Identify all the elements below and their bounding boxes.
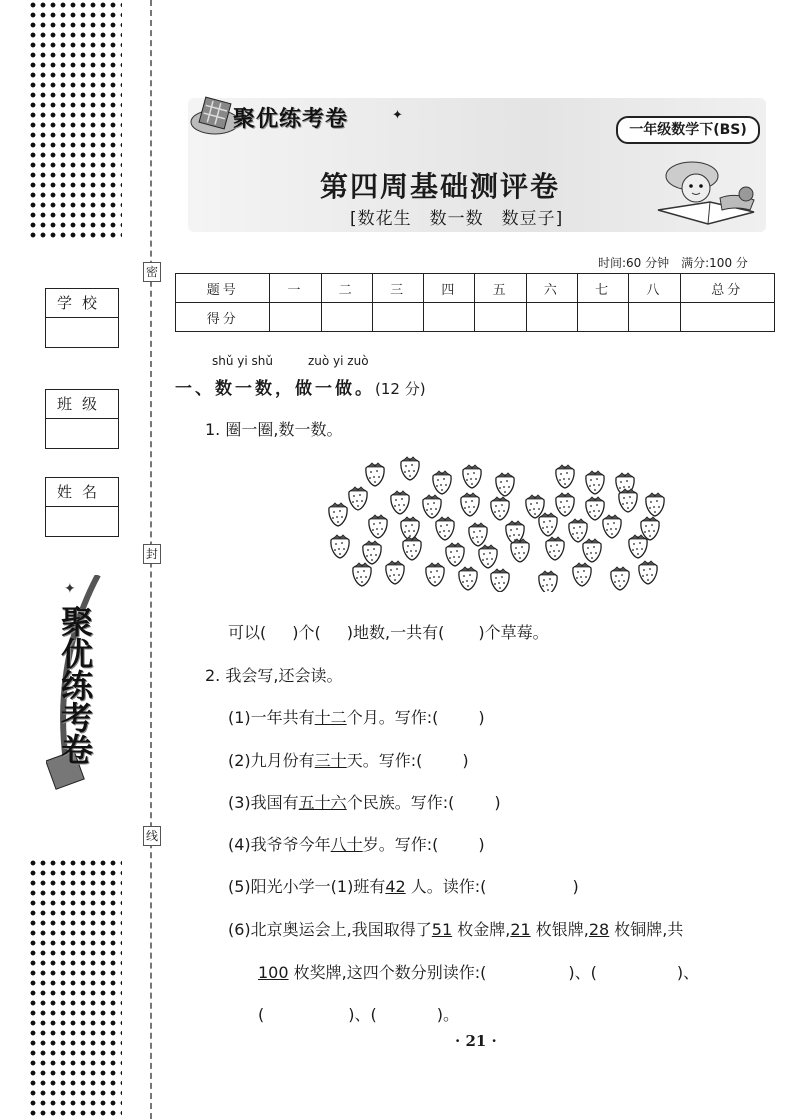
score-header-cell: 八 [629, 274, 680, 303]
score-cell[interactable] [424, 303, 475, 332]
score-cell[interactable] [578, 303, 629, 332]
side-logo [46, 575, 106, 790]
name-label: 姓名 [46, 478, 118, 507]
q2-item-underlined: 八十 [330, 835, 363, 854]
score-cell[interactable] [475, 303, 526, 332]
school-field[interactable] [45, 288, 119, 348]
grade-badge: 一年级数学下(BS) [616, 116, 760, 144]
score-header-cell: 总分 [680, 274, 774, 303]
section-1-points: (12 分) [375, 380, 426, 398]
strawberry-icon [491, 569, 509, 592]
strawberry-icon [433, 471, 451, 494]
q2-item6-text: 枚铜牌,共 [609, 920, 684, 939]
strawberry-icon [629, 535, 647, 558]
strawberry-icon [423, 495, 441, 518]
strawberry-icon [539, 513, 557, 536]
strawberry-icon [461, 493, 479, 516]
dot-pattern-bottom [28, 858, 122, 1119]
section-1-title-text: 一、数一数，做一做。 [175, 379, 375, 399]
score-table [175, 273, 775, 332]
q2-item-text: 天。写作:( [346, 751, 423, 770]
q1-answer-part: 可以( [228, 623, 267, 642]
q2-item-5 [228, 874, 579, 897]
pinyin-zuo-yi-zuo: zuò yi zuò [308, 354, 369, 368]
score-cell[interactable] [321, 303, 372, 332]
q2-item-text: (3)我国有 [228, 793, 299, 812]
strawberry-icon [639, 561, 657, 584]
strawberry-icon [479, 545, 497, 568]
q2-item-1 [228, 705, 485, 728]
q2-item-underlined: 五十六 [298, 793, 347, 812]
q2-item-6-line-2 [258, 960, 699, 983]
strawberry-icon [469, 523, 487, 546]
strawberry-group [320, 452, 665, 592]
q2-item6-text: 枚奖牌,这四个数分别读作:( [288, 963, 487, 982]
strawberry-icon [386, 561, 404, 584]
question-2-label: 2. 我会写,还会读。 [205, 666, 343, 685]
q2-item-underlined: 42 [385, 877, 406, 896]
strawberry-icon [611, 567, 629, 590]
page-number: · 21 · [455, 1032, 497, 1050]
score-header-cell: 六 [526, 274, 577, 303]
q2-item-text: (4)我爷爷今年 [228, 835, 331, 854]
score-cell[interactable] [680, 303, 774, 332]
strawberry-icon [391, 491, 409, 514]
strawberry-icon [463, 465, 481, 488]
strawberry-icon [491, 497, 509, 520]
strawberry-icon [573, 563, 591, 586]
score-header-cell: 七 [578, 274, 629, 303]
side-logo-text: 聚优练考卷 [56, 605, 94, 765]
strawberry-icon [369, 515, 387, 538]
strawberry-icon [366, 463, 384, 486]
strawberry-icon [496, 473, 514, 496]
q2-item6-text: 枚银牌, [530, 920, 589, 939]
strawberry-icon [401, 517, 419, 540]
header-logo-text: 聚优练考卷 [233, 107, 349, 132]
q2-item-text: ) [572, 877, 579, 896]
q2-item-underlined: 三十 [314, 751, 347, 770]
q2-item-text: (5)阳光小学一(1)班有 [228, 877, 386, 896]
strawberry-icon [619, 489, 637, 512]
q2-item-text: 个民族。写作:( [346, 793, 455, 812]
binding-char-mi: 密 [143, 262, 161, 282]
strawberry-icon [511, 539, 529, 562]
q2-item-text: ) [478, 708, 485, 727]
question-1-answer [228, 620, 549, 643]
score-header-cell: 五 [475, 274, 526, 303]
q2-item-underlined: 十二 [314, 708, 347, 727]
q2-item-text: ) [478, 835, 485, 854]
score-row-label: 得分 [176, 303, 270, 332]
q2-item-text: (1)一年共有 [228, 708, 315, 727]
q2-item-text: (2)九月份有 [228, 751, 315, 770]
name-field[interactable] [45, 477, 119, 537]
strawberry-icon [349, 487, 367, 510]
strawberry-icon [646, 493, 664, 516]
strawberry-icon [329, 503, 347, 526]
score-cell[interactable] [526, 303, 577, 332]
q2-item6-text: 枚金牌, [452, 920, 511, 939]
strawberry-icon [569, 519, 587, 542]
class-label: 班级 [46, 390, 118, 419]
q2-item6-number: 100 [258, 963, 289, 982]
score-header-cell: 四 [424, 274, 475, 303]
dot-pattern-top [28, 0, 122, 238]
q2-item-6-line-3 [258, 1002, 459, 1025]
strawberry-icon [539, 571, 557, 592]
q2-item6-text: (6)北京奥运会上,我国取得了 [228, 920, 432, 939]
score-table-header-row [176, 274, 775, 303]
q2-item-text: ) [462, 751, 469, 770]
score-table-score-row [176, 303, 775, 332]
q2-item6-text: ( [258, 1005, 265, 1024]
binding-char-xian: 线 [143, 826, 161, 846]
strawberry-icon [556, 465, 574, 488]
q1-answer-part: )个( [292, 623, 321, 642]
page-subtitle: [数花生 数一数 数豆子] [350, 209, 564, 229]
class-field[interactable] [45, 389, 119, 449]
strawberry-icon [546, 537, 564, 560]
q1-answer-part: )个草莓。 [478, 623, 549, 642]
page-title: 第四周基础测评卷 [320, 170, 561, 203]
q2-item-text: 人。读作:( [405, 877, 487, 896]
sparkle-icon: ✦ [392, 108, 403, 123]
score-cell[interactable] [629, 303, 680, 332]
strawberry-icon [363, 541, 381, 564]
q2-item-2 [228, 748, 469, 771]
q2-item-text: 个月。写作:( [346, 708, 439, 727]
q2-item-text: 岁。写作:( [362, 835, 439, 854]
score-cell[interactable] [270, 303, 321, 332]
q2-item-4 [228, 832, 485, 855]
school-label: 学校 [46, 289, 118, 318]
strawberry-icon [403, 537, 421, 560]
pinyin-shu-yi-shu: shǔ yi shǔ [212, 354, 273, 368]
strawberry-icon [641, 517, 659, 540]
strawberry-icon [556, 493, 574, 516]
q2-item6-text: )、( [348, 1005, 377, 1024]
score-header-cell: 二 [321, 274, 372, 303]
strawberry-icon [583, 539, 601, 562]
strawberry-icon [436, 517, 454, 540]
strawberry-icon [331, 535, 349, 558]
q1-answer-part: )地数,一共有( [346, 623, 445, 642]
strawberry-icon [603, 515, 621, 538]
girl-reading-illustration-icon [650, 148, 762, 230]
strawberry-icon [526, 495, 544, 518]
score-header-cell: 一 [270, 274, 321, 303]
strawberry-icon [586, 497, 604, 520]
q2-item6-text: )、( [568, 963, 597, 982]
strawberry-icon [446, 543, 464, 566]
svg-text:✦: ✦ [64, 581, 76, 597]
score-header-cell: 三 [372, 274, 423, 303]
q2-item6-number: 28 [588, 920, 610, 939]
q2-item-6-line-1 [228, 917, 683, 940]
score-cell[interactable] [372, 303, 423, 332]
q2-item-3 [228, 790, 501, 813]
section-1-title [175, 374, 426, 399]
strawberry-icon [459, 567, 477, 590]
strawberry-icon [401, 457, 419, 480]
binding-char-feng: 封 [143, 544, 161, 564]
q2-item6-number: 21 [510, 920, 531, 939]
q2-item-text: ) [494, 793, 501, 812]
question-1-label: 1. 圈一圈,数一数。 [205, 420, 343, 439]
strawberry-icon [353, 563, 371, 586]
q2-item6-text: )、 [676, 963, 700, 982]
score-header-cell: 题号 [176, 274, 270, 303]
strawberry-icon [586, 471, 604, 494]
q2-item6-text: )。 [436, 1005, 459, 1024]
q2-item6-number: 51 [431, 920, 453, 939]
strawberry-icon [426, 563, 444, 586]
time-info: 时间:60 分钟 满分:100 分 [598, 256, 748, 270]
